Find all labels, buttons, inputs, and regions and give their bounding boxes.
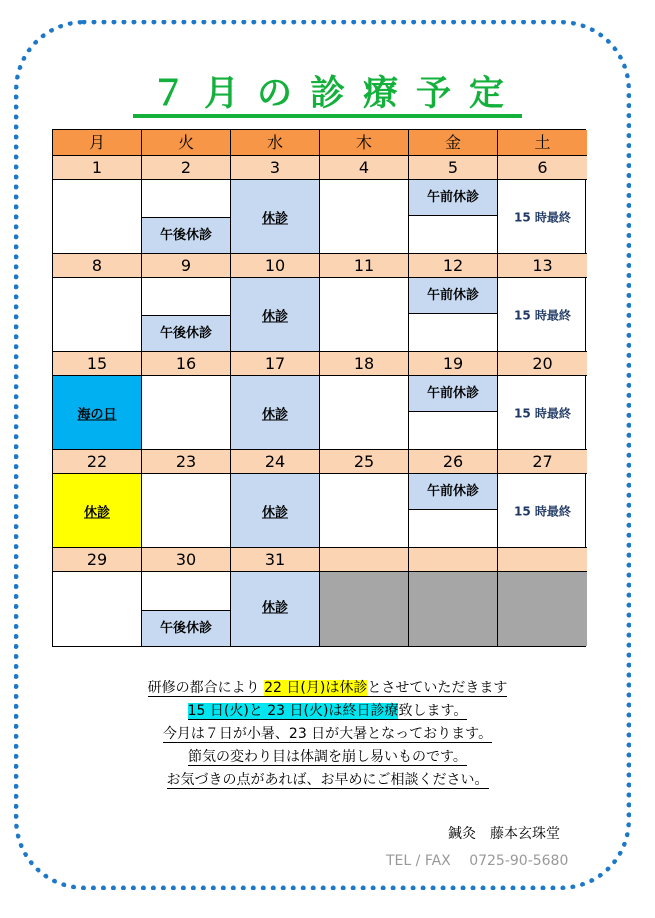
weekday-thu: 木 <box>320 130 409 156</box>
date-cell: 5 <box>409 156 498 180</box>
weekday-sat: 土 <box>498 130 587 156</box>
marine-day-label: 海の日 <box>77 407 117 422</box>
note-highlight-yellow: 22 日(月)は休診 <box>264 680 368 696</box>
date-row <box>53 548 585 572</box>
date-cell: 16 <box>142 352 231 376</box>
schedule-cell <box>231 278 320 352</box>
date-cell: 20 <box>498 352 587 376</box>
note-line-4: 節気の変わり目は体調を崩し易いものです。 <box>188 749 467 765</box>
schedule-cell <box>142 180 231 254</box>
schedule-row <box>53 278 585 352</box>
date-cell-empty <box>320 548 409 572</box>
date-cell: 25 <box>320 450 409 474</box>
date-row <box>53 156 585 180</box>
schedule-cell-empty <box>498 572 587 646</box>
schedule-cell <box>53 376 142 450</box>
note-line-3: 今月は７日が小暑、23 日が大暑となっております。 <box>162 726 493 742</box>
date-row <box>53 352 585 376</box>
schedule-cell <box>231 376 320 450</box>
schedule-cell <box>142 376 231 450</box>
closed-label: 休診 <box>261 600 288 616</box>
schedule-cell <box>320 180 409 254</box>
tel-fax: TEL / FAX 0725-90-5680 <box>386 853 569 869</box>
schedule-cell <box>53 474 142 548</box>
date-cell: 23 <box>142 450 231 474</box>
date-cell: 4 <box>320 156 409 180</box>
date-cell: 31 <box>231 548 320 572</box>
afternoon-off-label: 午後休診 <box>142 610 230 646</box>
morning-off-label: 午前休診 <box>409 278 497 314</box>
closed-label: 休診 <box>83 505 110 520</box>
date-row <box>53 254 585 278</box>
closed-label: 休診 <box>261 407 288 422</box>
page-title: ７月の診療予定 <box>133 74 522 118</box>
schedule-cell <box>231 572 320 646</box>
note-line-5: お気づきの点があれば、お早めにご相談ください。 <box>166 772 489 788</box>
date-cell: 27 <box>498 450 587 474</box>
schedule-cell <box>320 474 409 548</box>
date-cell: 22 <box>53 450 142 474</box>
closed-label: 休診 <box>261 211 288 226</box>
weekday-tue: 火 <box>142 130 231 156</box>
date-cell: 9 <box>142 254 231 278</box>
schedule-cell <box>498 180 587 254</box>
schedule-cell <box>409 180 498 254</box>
close-15-label: 15 時最終 <box>514 308 571 322</box>
schedule-cell <box>498 376 587 450</box>
schedule-cell <box>409 474 498 548</box>
date-cell: 6 <box>498 156 587 180</box>
date-cell: 1 <box>53 156 142 180</box>
date-cell: 13 <box>498 254 587 278</box>
note-line-1: 研修の都合により 22 日(月)は休診とさせていただきます <box>147 680 508 696</box>
date-cell: 30 <box>142 548 231 572</box>
notes-block <box>0 677 655 792</box>
weekday-header-row <box>53 130 585 156</box>
weekday-mon: 月 <box>53 130 142 156</box>
weekday-fri: 金 <box>409 130 498 156</box>
page-title-wrap <box>0 72 655 116</box>
note-line-2: 15 日(火)と 23 日(火)は終日診療致します。 <box>187 703 468 719</box>
date-cell: 12 <box>409 254 498 278</box>
date-cell: 10 <box>231 254 320 278</box>
schedule-cell <box>142 474 231 548</box>
schedule-cell <box>320 278 409 352</box>
close-15-label: 15 時最終 <box>514 210 571 224</box>
date-cell: 29 <box>53 548 142 572</box>
note-highlight-cyan: 15 日(火)と 23 日(火)は終日診療 <box>187 703 399 719</box>
date-cell: 19 <box>409 352 498 376</box>
morning-off-label: 午前休診 <box>409 376 497 412</box>
date-cell: 24 <box>231 450 320 474</box>
schedule-cell-empty <box>320 572 409 646</box>
close-15-label: 15 時最終 <box>514 504 571 518</box>
date-cell: 3 <box>231 156 320 180</box>
schedule-cell <box>53 278 142 352</box>
date-cell: 11 <box>320 254 409 278</box>
close-15-label: 15 時最終 <box>514 406 571 420</box>
schedule-cell <box>409 278 498 352</box>
schedule-cell <box>53 180 142 254</box>
closed-label: 休診 <box>261 505 288 520</box>
afternoon-off-label: 午後休診 <box>142 217 230 253</box>
schedule-cell <box>498 278 587 352</box>
calendar-table <box>52 129 586 647</box>
schedule-row <box>53 376 585 450</box>
date-cell: 26 <box>409 450 498 474</box>
date-cell: 18 <box>320 352 409 376</box>
schedule-cell <box>498 474 587 548</box>
date-cell-empty <box>409 548 498 572</box>
schedule-row <box>53 474 585 548</box>
schedule-cell <box>142 278 231 352</box>
date-cell: 2 <box>142 156 231 180</box>
schedule-cell <box>320 376 409 450</box>
date-row <box>53 450 585 474</box>
schedule-row <box>53 180 585 254</box>
date-cell: 15 <box>53 352 142 376</box>
morning-off-label: 午前休診 <box>409 474 497 510</box>
schedule-cell <box>142 572 231 646</box>
date-cell: 8 <box>53 254 142 278</box>
closed-label: 休診 <box>261 309 288 324</box>
schedule-cell-empty <box>409 572 498 646</box>
schedule-row <box>53 572 585 646</box>
weekday-wed: 水 <box>231 130 320 156</box>
morning-off-label: 午前休診 <box>409 180 497 216</box>
schedule-cell <box>53 572 142 646</box>
schedule-cell <box>231 180 320 254</box>
schedule-cell <box>409 376 498 450</box>
clinic-name: 鍼灸 藤本玄珠堂 <box>448 826 560 842</box>
schedule-cell <box>231 474 320 548</box>
date-cell-empty <box>498 548 587 572</box>
afternoon-off-label: 午後休診 <box>142 315 230 351</box>
date-cell: 17 <box>231 352 320 376</box>
